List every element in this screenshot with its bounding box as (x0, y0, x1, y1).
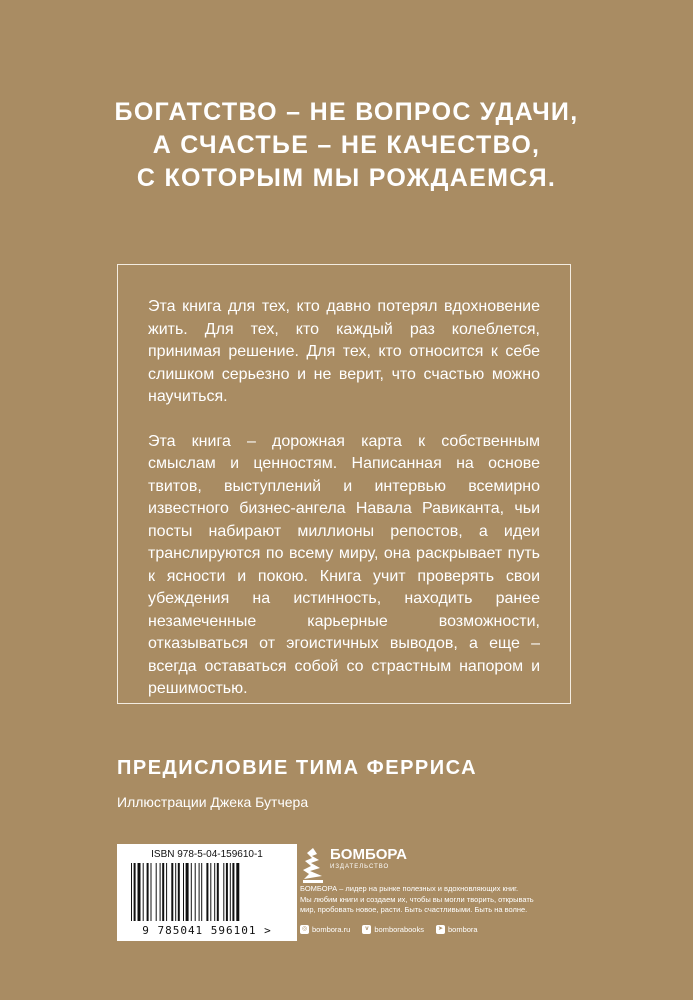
headline-line-1: БОГАТСТВО – НЕ ВОПРОС УДАЧИ, (114, 98, 579, 126)
publisher-desc-line-1: БОМБОРА – лидер на рынке полезных и вдохновляющих книг. (300, 884, 519, 893)
vk-text: bomborabooks (374, 925, 424, 934)
book-blurb (148, 296, 540, 701)
blurb-paragraph-1: Эта книга для тех, кто давно потерял вдохновение жить. Для тех, кто каждый раз колеблется, принимая решение. Для тех, кто относится к себе слишком серьезно и не верит, что счастью можно научиться. (148, 298, 540, 405)
illustrations-credit: Иллюстрации Джека Бутчера (117, 794, 309, 810)
back-cover-headline (0, 96, 693, 195)
barcode-bars (131, 863, 287, 921)
blurb-paragraph-2: Эта книга – дорожная карта к собственным смыслам и ценностям. Написанная на основе твитов, выступлений и интервью всемирно известного бизнес-ангела Навала Равиканта, чьи посты набирают миллионы репостов, а идеи транслируются по всему миру, она раскрывает путь к ясности и покою. Книга учит проверять свои убеждения на истинность, находить ранее незамеченные карьерные возможности, отказываться от эгоистичных выводов, а еще – всегда оставаться собой со страстным напором и решимостью. (148, 432, 540, 697)
isbn-barcode (117, 844, 297, 941)
vk-icon: v (362, 925, 371, 934)
headline-line-2: А СЧАСТЬЕ – НЕ КАЧЕСТВО, (152, 131, 541, 159)
social-text: bombora (447, 925, 478, 934)
bombora-logo-icon (300, 846, 326, 884)
social-link[interactable] (436, 925, 478, 934)
publisher-links (300, 925, 490, 934)
publisher-desc-line-3: мир, пробовать новое, расти. Быть счастливыми. Быть на волне. (300, 905, 528, 914)
publisher-desc-line-2: Мы любим книги и создаем их, чтобы вы могли творить, открывать (300, 894, 534, 904)
isbn-label: ISBN 978-5-04-159610-1 (151, 849, 263, 860)
foreword-credit: ПРЕДИСЛОВИЕ ТИМА ФЕРРИСА (117, 757, 478, 779)
vk-link[interactable] (362, 925, 424, 934)
website-link[interactable] (300, 925, 350, 934)
publisher-name: БОМБОРА (330, 846, 407, 863)
publisher-subtitle: ИЗДАТЕЛЬСТВО (330, 864, 390, 870)
globe-icon: ◎ (301, 926, 308, 932)
telegram-icon: ➤ (437, 926, 443, 932)
publisher-description (300, 884, 560, 916)
website-text: bombora.ru (312, 925, 351, 934)
headline-line-3: С КОТОРЫМ МЫ РОЖДАЕМСЯ. (136, 164, 557, 192)
barcode-number: 9 785041 596101 > (142, 924, 272, 937)
